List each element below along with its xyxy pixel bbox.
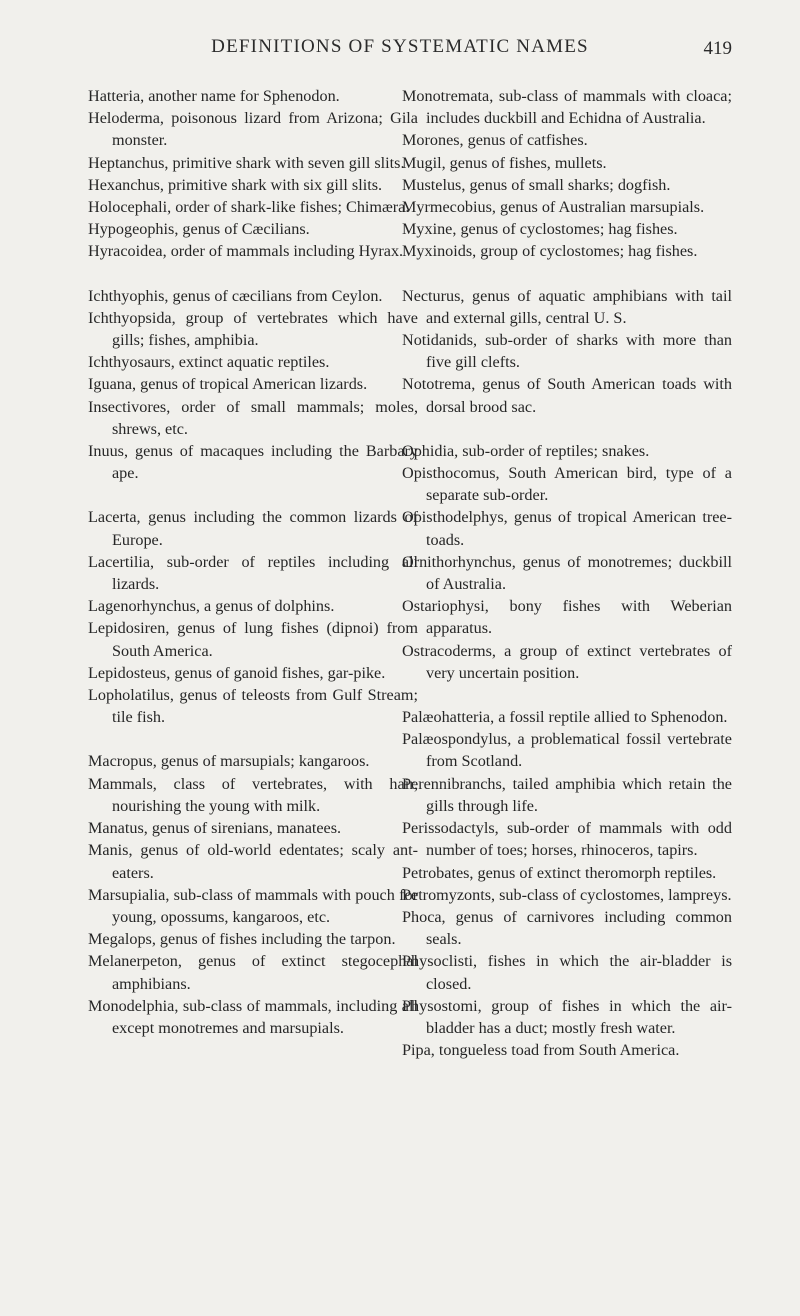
definition-entry: Hexanchus, primitive shark with six gill slits.	[88, 175, 383, 194]
definition-entry: Megalops, genus of fishes including the tarpon.	[88, 930, 396, 949]
definition-entry: Hypogeophis, genus of Cæcilians.	[88, 220, 310, 239]
definition-entry: Manatus, genus of sirenians, manatees.	[88, 819, 342, 838]
definition-entry: Lacerta, genus including the common lizards of Europe.	[88, 508, 418, 549]
definition-entry: Myxine, genus of cyclostomes; hag fishes.	[402, 220, 678, 239]
definition-entry: Physostomi, group of fishes in which the air-bladder has a duct; mostly fresh water.	[402, 996, 732, 1037]
definition-entry: Lopholatilus, genus of teleosts from Gulf Stream; tile fish.	[88, 686, 418, 727]
definition-entry: Hyracoidea, order of mammals including Hyrax.	[88, 242, 404, 261]
definition-entry: Mustelus, genus of small sharks; dogfish.	[402, 175, 671, 194]
definition-entry: Lepidosteus, genus of ganoid fishes, gar-pike.	[88, 663, 386, 682]
definition-entry: Notidanids, sub-order of sharks with more than five gill clefts.	[402, 331, 732, 372]
definition-entry: Morones, genus of catfishes.	[402, 131, 588, 150]
definition-entry: Heptanchus, primitive shark with seven gill slits.	[88, 153, 405, 172]
definition-entry: Petrobates, genus of extinct theromorph reptiles.	[402, 863, 717, 882]
definition-entry: Monodelphia, sub-class of mammals, including all except monotremes and marsupials.	[88, 996, 418, 1037]
definition-entry: Lagenorhynchus, a genus of dolphins.	[88, 597, 335, 616]
definition-entry: Necturus, genus of aquatic amphibians with tail and external gills, central U. S.	[402, 286, 732, 327]
definition-entry: Pipa, tongueless toad from South America.	[402, 1041, 680, 1060]
definition-entry: Holocephali, order of shark-like fishes; Chimæra.	[88, 198, 410, 217]
definition-entry: Ichthyophis, genus of cæcilians from Ceylon.	[88, 286, 383, 305]
definition-entry: Perissodactyls, sub-order of mammals with odd number of toes; horses, rhinoceros, tapirs.	[402, 819, 732, 860]
running-head: DEFINITIONS OF SYSTEMATIC NAMES	[211, 36, 589, 57]
definition-entry: Mammals, class of vertebrates, with hair, nourishing the young with milk.	[88, 774, 418, 815]
definition-entry: Manis, genus of old-world edentates; scaly ant-eaters.	[88, 841, 418, 882]
definition-entry: Opisthocomus, South American bird, type of a separate sub-order.	[402, 464, 732, 505]
definition-entry: Palæohatteria, a fossil reptile allied to Sphenodon.	[402, 708, 728, 727]
definition-entry: Marsupialia, sub-class of mammals with pouch for young, opossums, kangaroos, etc.	[88, 885, 418, 926]
definition-entry: Heloderma, poisonous lizard from Arizona; Gila monster.	[88, 109, 418, 150]
right-column	[402, 85, 732, 1061]
definition-entry: Lacertilia, sub-order of reptiles including all lizards.	[88, 552, 418, 594]
definition-entry: Insectivores, order of small mammals; moles, shrews, etc.	[88, 397, 418, 438]
page-header	[0, 36, 800, 66]
definition-entry: Perennibranchs, tailed amphibia which retain the gills through life.	[402, 774, 732, 815]
definition-entry: Physoclisti, fishes in which the air-bladder is closed.	[402, 952, 732, 993]
left-column	[88, 85, 418, 1039]
definition-entry: Petromyzonts, sub-class of cyclostomes, lampreys.	[402, 885, 732, 904]
definition-entry: Monotremata, sub-class of mammals with cloaca; includes duckbill and Echidna of Australia.	[402, 87, 732, 128]
definition-entry: Myxinoids, group of cyclostomes; hag fishes.	[402, 242, 698, 261]
definition-entry: Ostracoderms, a group of extinct vertebrates of very uncertain position.	[402, 641, 732, 682]
definition-entry: Myrmecobius, genus of Australian marsupials.	[402, 198, 705, 217]
definition-entry: Ostariophysi, bony fishes with Weberian apparatus.	[402, 597, 732, 638]
definition-entry: Mugil, genus of fishes, mullets.	[402, 153, 607, 172]
definition-entry: Lepidosiren, genus of lung fishes (dipnoi) from South America.	[88, 619, 418, 660]
definition-entry: Palæospondylus, a problematical fossil vertebrate from Scotland.	[402, 730, 732, 771]
definition-entry: Melanerpeton, genus of extinct stegocephal amphibians.	[88, 952, 418, 993]
definition-entry: Ichthyosaurs, extinct aquatic reptiles.	[88, 353, 330, 372]
page-number: 419	[703, 38, 732, 59]
definition-entry: Inuus, genus of macaques including the Barbary ape.	[88, 442, 418, 483]
definition-entry: Hatteria, another name for Sphenodon.	[88, 87, 340, 105]
definition-entry: Phoca, genus of carnivores including common seals.	[402, 907, 732, 949]
definition-entry: Ornithorhynchus, genus of monotremes; duckbill of Australia.	[402, 552, 732, 594]
definition-entry: Opisthodelphys, genus of tropical American tree-toads.	[402, 508, 732, 549]
definition-entry: Nototrema, genus of South American toads with dorsal brood sac.	[402, 375, 732, 416]
definition-entry: Ophidia, sub-order of reptiles; snakes.	[402, 441, 650, 460]
definition-entry: Ichthyopsida, group of vertebrates which have gills; fishes, amphibia.	[88, 308, 418, 350]
definition-entry: Iguana, genus of tropical American lizards.	[88, 375, 368, 394]
definition-entry: Macropus, genus of marsupials; kangaroos.	[88, 752, 370, 771]
